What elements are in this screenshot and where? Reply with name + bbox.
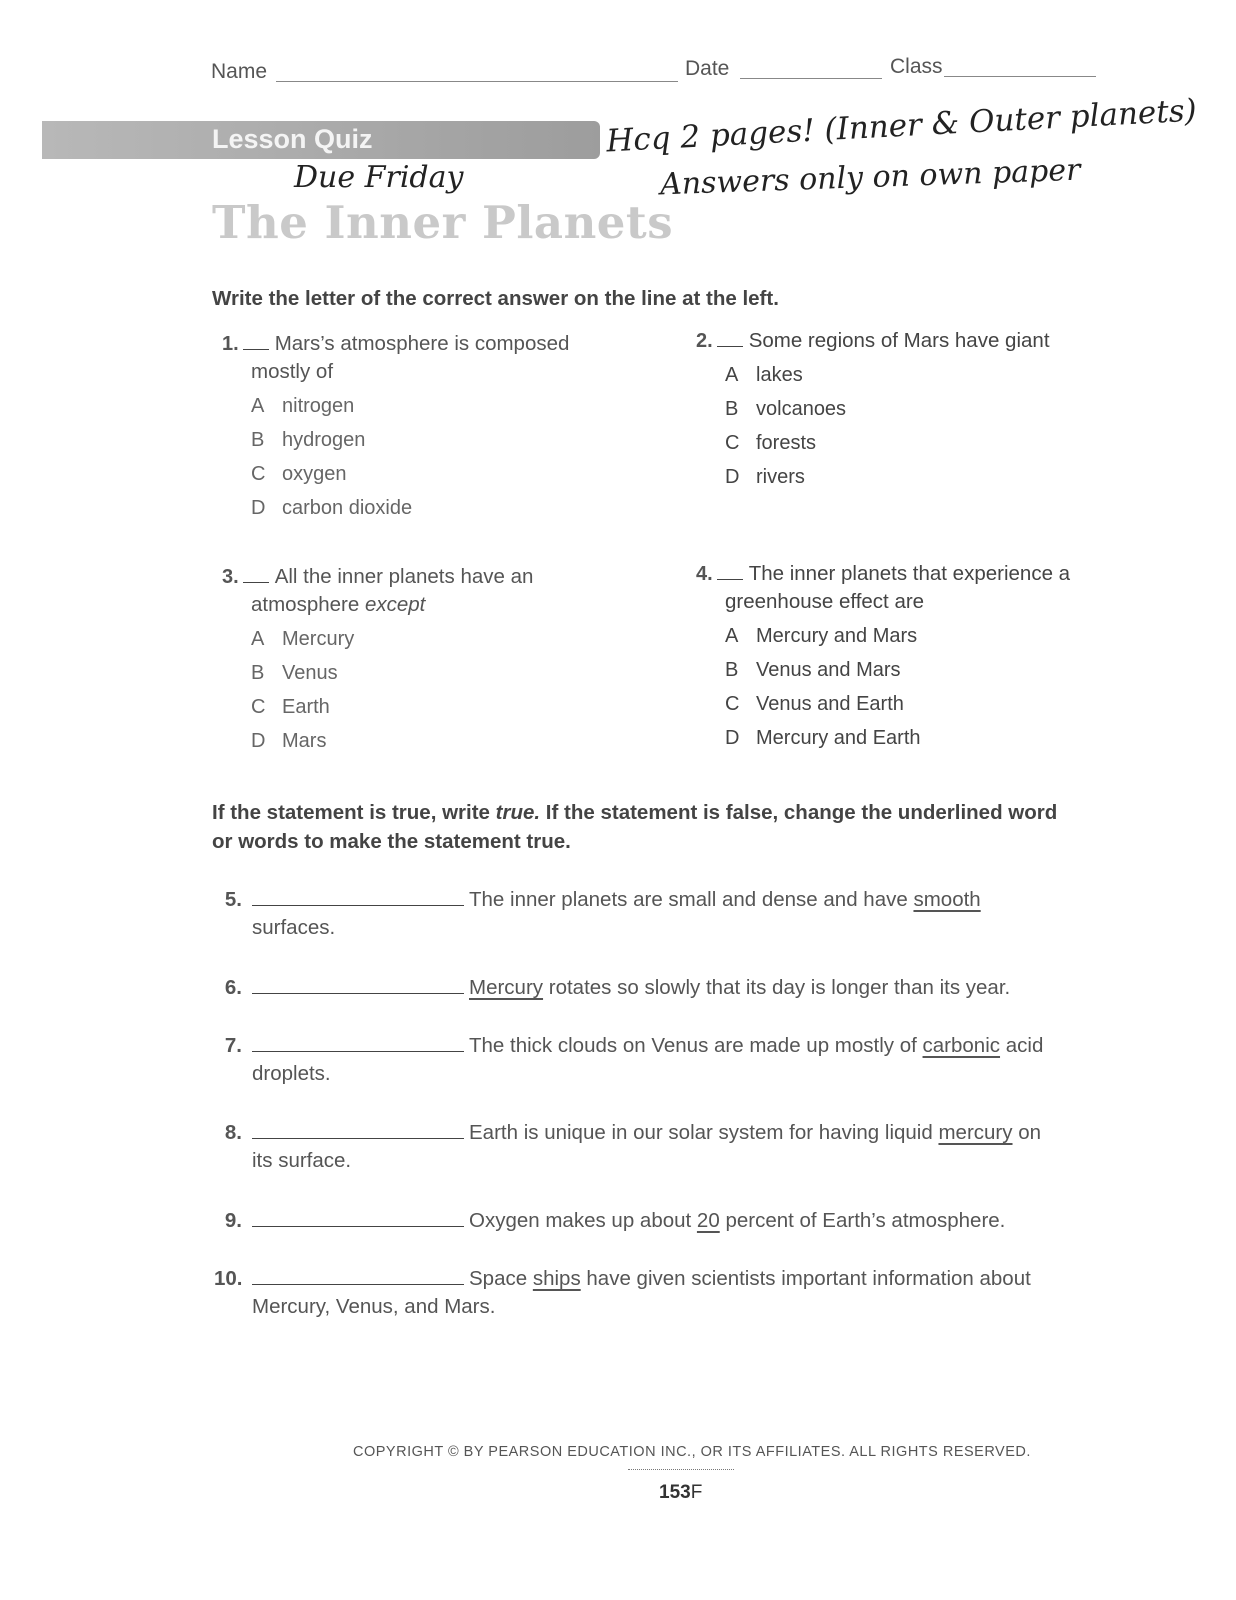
page-title: The Inner Planets xyxy=(212,196,674,249)
option-b: B Venus and Mars xyxy=(725,659,901,681)
statement-8: 8. Earth is unique in our solar system for having liquid mercury on its surface. xyxy=(224,1121,1042,1172)
question-2 xyxy=(696,327,1126,494)
answer-blank[interactable] xyxy=(717,579,743,580)
option-b: B Venus xyxy=(251,662,338,684)
answer-line[interactable] xyxy=(252,905,464,906)
question-emphasis: except xyxy=(364,593,426,616)
question-number: 3. xyxy=(222,566,239,588)
question-text: The inner planets that experience a xyxy=(748,562,1071,585)
question-4 xyxy=(696,560,1136,755)
lesson-quiz-banner xyxy=(42,121,600,159)
option-c: C Venus and Earth xyxy=(725,693,904,715)
answer-line[interactable] xyxy=(252,1226,464,1227)
option-d: D Mars xyxy=(251,730,327,752)
answer-line[interactable] xyxy=(252,1284,464,1285)
question-number: 1. xyxy=(222,333,239,355)
class-label: Class xyxy=(890,55,943,78)
answer-line[interactable] xyxy=(252,1051,464,1052)
answer-blank[interactable] xyxy=(717,346,743,347)
answer-line[interactable] xyxy=(252,993,464,994)
question-text-cont: mostly of xyxy=(251,360,334,383)
date-label: Date xyxy=(685,57,730,80)
date-field[interactable] xyxy=(740,78,882,79)
option-d: D carbon dioxide xyxy=(251,497,413,519)
handwritten-note-line1: Hcq 2 pages! (Inner & Outer planets) xyxy=(605,92,1198,160)
question-text-cont: atmosphere xyxy=(251,593,360,616)
option-a: A Mercury and Mars xyxy=(725,625,918,647)
question-number: 4. xyxy=(696,563,713,585)
question-1 xyxy=(222,330,642,525)
option-a: A lakes xyxy=(725,364,803,386)
option-a: A nitrogen xyxy=(251,395,355,417)
name-label: Name xyxy=(211,60,268,83)
option-c: C oxygen xyxy=(251,463,347,485)
question-3 xyxy=(222,563,642,758)
name-field[interactable] xyxy=(276,81,678,82)
section2-instruction: If the statement is true, write true. If the statement is false, change the underlined word or words to make the statement true. xyxy=(212,801,1058,853)
option-b: B volcanoes xyxy=(725,398,847,420)
option-d: D Mercury and Earth xyxy=(725,727,921,749)
answer-blank[interactable] xyxy=(243,582,269,583)
statement-9: 9. Oxygen makes up about 20 percent of Earth’s atmosphere. xyxy=(224,1209,1006,1232)
footer-divider xyxy=(628,1469,734,1470)
handwritten-note-line2: Answers only on own paper xyxy=(659,152,1081,203)
statement-7: 7. The thick clouds on Venus are made up mostly of carbonic acid droplets. xyxy=(224,1034,1044,1085)
option-a: A Mercury xyxy=(251,628,355,650)
statement-5: 5. The inner planets are small and dense and have smooth surfaces. xyxy=(224,888,981,939)
handwritten-due-date: Due Friday xyxy=(294,160,464,195)
question-text: Some regions of Mars have giant xyxy=(748,329,1050,352)
answer-blank[interactable] xyxy=(243,349,269,350)
statement-6: 6. Mercury rotates so slowly that its day is longer than its year. xyxy=(224,976,1011,999)
statement-10: 10. Space ships have given scientists important information about Mercury, Venus, and Mars. xyxy=(214,1267,1031,1318)
question-number: 2. xyxy=(696,330,713,352)
option-c: C forests xyxy=(725,432,817,454)
banner-label: Lesson Quiz xyxy=(212,124,373,154)
question-text-cont: greenhouse effect are xyxy=(725,590,925,613)
option-d: D rivers xyxy=(725,466,805,488)
question-text: All the inner planets have an xyxy=(274,565,534,588)
section1-instruction: Write the letter of the correct answer on the line at the left. xyxy=(212,287,779,310)
class-field[interactable] xyxy=(944,76,1096,77)
copyright-notice: COPYRIGHT © BY PEARSON EDUCATION INC., OR ITS AFFILIATES. ALL RIGHTS RESERVED. xyxy=(353,1444,1031,1460)
option-c: C Earth xyxy=(251,696,330,718)
option-b: B hydrogen xyxy=(251,429,366,451)
answer-line[interactable] xyxy=(252,1138,464,1139)
question-text: Mars’s atmosphere is composed xyxy=(274,332,570,355)
page-number: 153F xyxy=(659,1482,703,1503)
